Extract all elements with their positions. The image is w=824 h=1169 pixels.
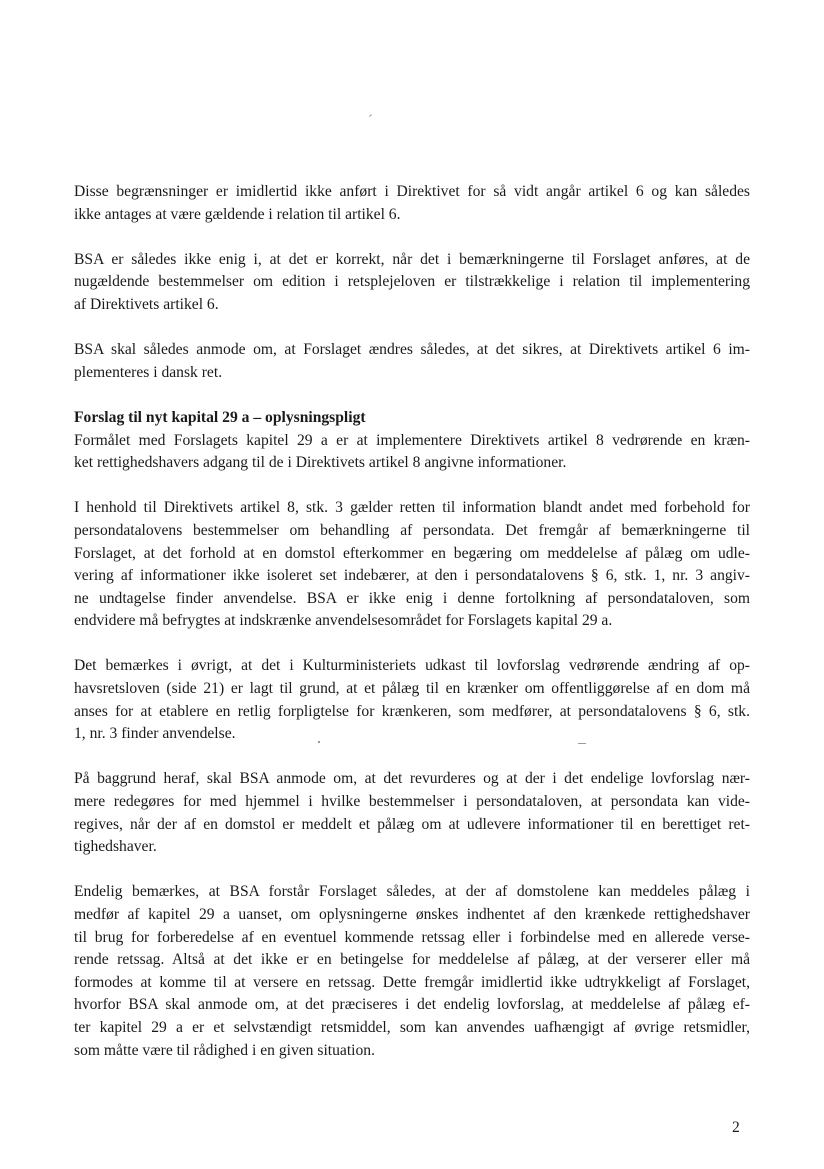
text-line: havsretsloven (side 21) er lagt til grund, at et pålæg til en krænker om offentliggørelse af en dom må (74, 680, 750, 698)
section-heading: Forslag til nyt kapital 29 a – oplysningspligt (74, 408, 366, 426)
paragraph (74, 768, 750, 858)
text-line: af Direktivets artikel 6. (74, 295, 219, 313)
text-line: Forslaget, at det forhold at en domstol efterkommer en begæring om meddelelse af pålæg om udle- (74, 544, 750, 562)
text-line: Det bemærkes i øvrigt, at det i Kulturministeriets udkast til lovforslag vedrørende ændring af op- (74, 657, 750, 675)
text-line: hvorfor BSA skal anmode om, at det præciseres i det endelig lovforslag, at meddelelse af pålæg ef- (74, 996, 750, 1014)
paragraph (74, 881, 750, 1062)
paragraph (74, 339, 750, 384)
text-line: persondatalovens bestemmelser om behandling af persondata. Det fremgår af bemærkningerne til (74, 521, 750, 539)
text-line: regives, når der af en domstol er meddelt et pålæg om at udlevere informationer til en berettiget ret- (74, 815, 750, 833)
text-line: 1, nr. 3 finder anvendelse. (74, 725, 236, 743)
paragraph (74, 181, 750, 226)
text-line: anses for at etablere en retlig forpligtelse for krænkeren, som medfører, at persondatalovens § 6, stk. (74, 702, 750, 720)
text-line: I henhold til Direktivets artikel 8, stk. 3 gælder retten til information blandt andet med forbehold for (74, 499, 750, 517)
scan-speck (369, 114, 372, 117)
text-line: ter kapitel 29 a er et selvstændigt retsmiddel, som kan anvendes uafhængigt af øvrige retsmidler, (74, 1018, 750, 1036)
text-line: Disse begrænsninger er imidlertid ikke anført i Direktivet for så vidt angår artikel 6 og kan således (74, 183, 750, 200)
scan-speck (318, 741, 320, 743)
text-line: medfør af kapitel 29 a uanset, om oplysningerne ønskes indhentet af den krænkede rettighedshaver (74, 906, 750, 923)
text-line: ne undtagelse finder anvendelse. BSA er ikke enig i denne fortolkning af persondataloven, som (74, 589, 750, 607)
text-line: plementeres i dansk ret. (74, 363, 223, 381)
text-line: til brug for forberedelse af en eventuel kommende retssag eller i forbindelse med en allerede verse- (74, 928, 750, 946)
text-line: BSA skal således anmode om, at Forslaget ændres således, at det sikres, at Direktivets artikel 6 im- (74, 341, 750, 359)
scan-speck (578, 743, 586, 744)
paragraph (74, 249, 750, 317)
text-line: BSA er således ikke enig i, at det er korrekt, når det i bemærkningerne til Forslaget anføres, at de (74, 250, 750, 268)
text-line: På baggrund heraf, skal BSA anmode om, at det revurderes og at der i det endelige lovforslag nær- (74, 770, 750, 788)
text-line: ikke antages at være gældende i relation til artikel 6. (74, 205, 401, 223)
text-line: formodes at komme til at versere en retssag. Dette fremgår imidlertid ikke udtrykkeligt af Forslaget, (74, 973, 750, 991)
paragraph (74, 407, 750, 475)
text-line: vering af informationer ikke isoleret set indebærer, at den i persondatalovens § 6, stk. 1, nr. 3 angiv- (74, 567, 750, 585)
paragraph (74, 497, 750, 633)
text-line: Formålet med Forslagets kapitel 29 a er at implementere Direktivets artikel 8 vedrørende en kræn- (74, 431, 750, 449)
text-line: nugældende bestemmelser om edition i retsplejeloven er tilstrækkelige i relation til implementering (74, 273, 750, 291)
text-line: Endelig bemærkes, at BSA forstår Forslaget således, at der af domstolene kan meddeles pålæg i (74, 883, 750, 901)
document-body (74, 181, 750, 1085)
text-line: ket rettighedshavers adgang til de i Direktivets artikel 8 angivne informationer. (74, 454, 567, 472)
text-line: endvidere må befrygtes at indskrænke anvendelsesområdet for Forslagets kapital 29 a. (74, 612, 613, 630)
paragraph (74, 655, 750, 745)
text-line: mere redegøres for med hjemmel i hvilke bestemmelser i persondataloven, at persondata kan vide- (74, 793, 750, 811)
text-line: tighedshaver. (74, 838, 157, 856)
text-line: rende retssag. Altså at det ikke er en betingelse for meddelelse af pålæg, at der verserer eller må (74, 951, 750, 969)
text-line: som måtte være til rådighed i en given situation. (74, 1041, 375, 1059)
page-number: 2 (732, 1119, 740, 1136)
